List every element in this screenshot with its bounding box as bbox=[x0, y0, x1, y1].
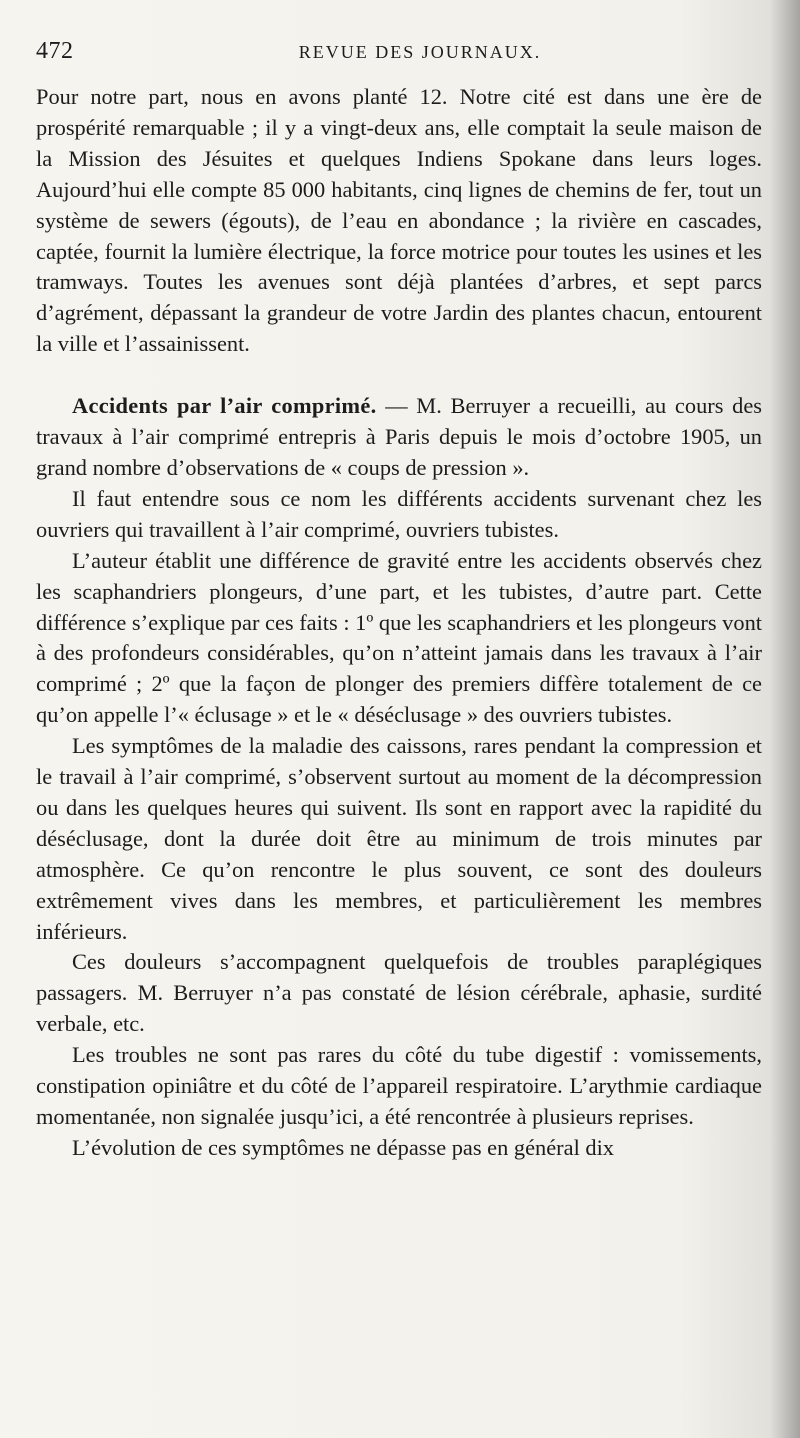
paragraph-paraplegic: Ces douleurs s’accompagnent quelquefois de troubles paraplégiques passagers. M. Berruyer n’a pas constaté de lésion cérébrale, aphasie, surdité verbale, etc. bbox=[36, 949, 762, 1037]
section-intro-text: — M. Berruyer a recueilli, au cours des travaux à l’air comprimé entrepris à Paris depuis le mois d’octobre 1905, un grand nombre d’observations de « coups de pression ». bbox=[36, 393, 762, 480]
paragraph-digestive: Les troubles ne sont pas rares du côté du tube digestif : vomissements, constipation opiniâtre et du côté de l’appareil respiratoire. L’arythmie cardiaque momentanée, non signalée jusqu’ici, a été rencontrée à plusieurs reprises. bbox=[36, 1042, 762, 1129]
page-header bbox=[36, 38, 764, 72]
paragraph-definition: Il faut entendre sous ce nom les différents accidents survenant chez les ouvriers qui travaillent à l’air comprimé, ouvriers tubistes. bbox=[36, 485, 762, 542]
section-title: Accidents par l’air comprimé. bbox=[72, 393, 377, 419]
running-head: REVUE DES JOURNAUX. bbox=[298, 42, 542, 62]
paragraph-symptoms: Les symptômes de la maladie des caissons, rares pendant la compression et le travail à l’air comprimé, s’observent surtout au moment de la décompression ou dans les quelques heures qui suivent. Ils sont en rapport avec la rapidité du déséclusage, dont la durée doit être au minimum de trois minutes par atmosphère. Ce qu’on rencontre le plus souvent, ce sont des douleurs extrêmement vives dans les membres, et particulièrement les membres inférieurs. bbox=[36, 733, 762, 944]
paragraph-evolution: L’évolution de ces symptômes ne dépasse pas en général dix bbox=[72, 1134, 614, 1160]
paragraph-spokane: Pour notre part, nous en avons planté 12. Notre cité est dans une ère de prospérité remarquable ; il y a vingt-deux ans, elle comptait la seule maison de la Mission des Jésuites et quelques Indiens Spokane dans leurs loges. Aujourd’hui elle compte 85 000 habitants, cinq lignes de chemins de fer, tout un système de sewers (égouts), de l’eau en abondance ; la rivière en cascades, captée, fournit la lumière électrique, la force motrice pour toutes les usines et les tramways. Toutes les avenues sont déjà plantées d’arbres, et sept parcs d’agrément, dépassant la grandeur de votre Jardin des plantes chacun, entourent la ville et l’assainissent. bbox=[36, 84, 762, 357]
paragraph-section-intro bbox=[36, 391, 762, 484]
page-edge-shadow bbox=[770, 0, 800, 1438]
page-number: 472 bbox=[36, 38, 74, 64]
body-text bbox=[36, 82, 762, 1164]
paragraph-gravity: L’auteur établit une différence de gravité entre les accidents observés chez les scaphandriers plongeurs, d’une part, et les tubistes, d’autre part. Cette différence s’explique par ces faits : 1º que les scaphandriers et les plongeurs vont à des profondeurs considérables, qu’on n’atteint jamais dans les travaux à l’air comprimé ; 2º que la façon de plonger des premiers diffère totalement de ce qu’on appelle l’« éclusage » et le « déséclusage » des ouvriers tubistes. bbox=[36, 547, 762, 728]
